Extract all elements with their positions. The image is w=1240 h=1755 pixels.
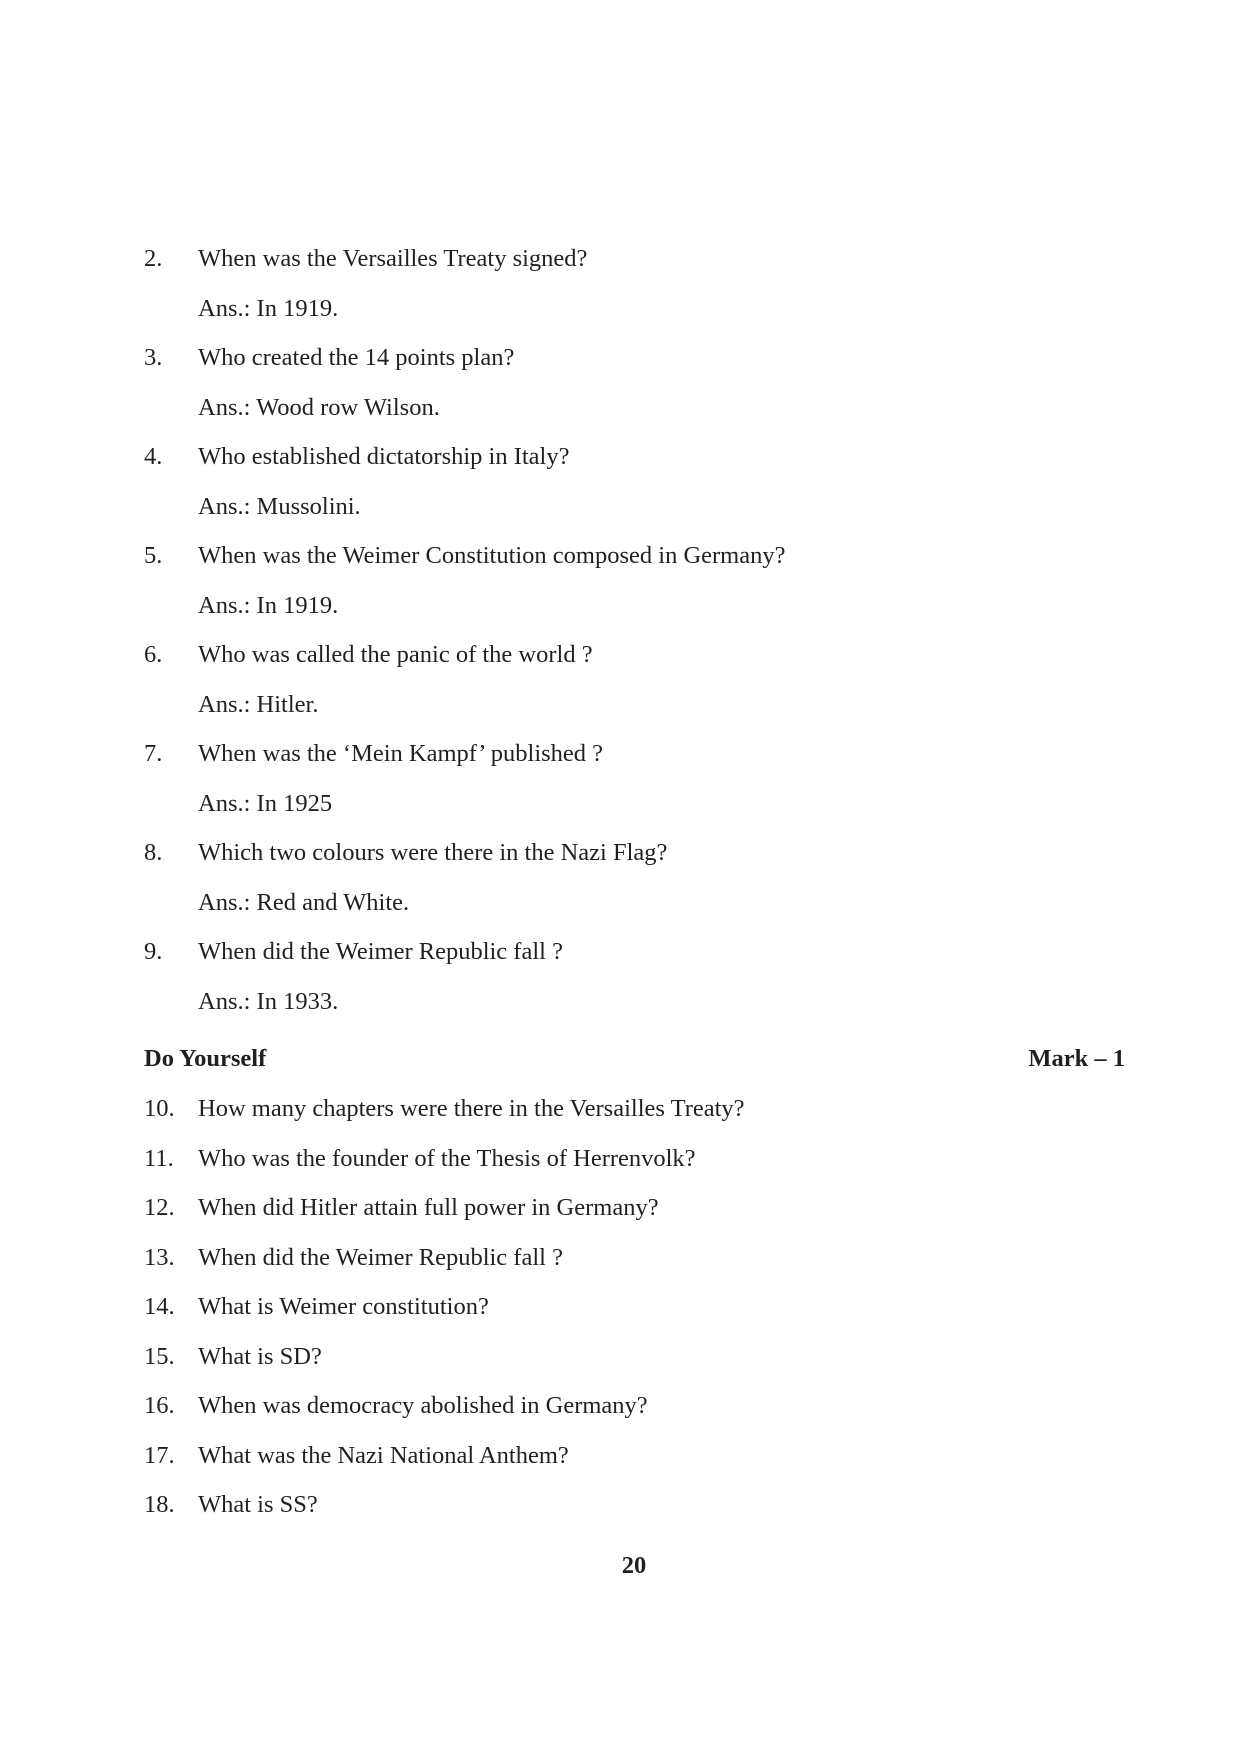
practice-question-row [144,1233,1124,1283]
question-number: 12. [144,1194,175,1221]
question-number: 5. [144,542,163,569]
question-row [144,432,1124,482]
practice-question-row [144,1431,1124,1481]
question-text: When did the Weimer Republic fall ? [198,938,563,965]
question-text: Who was the founder of the Thesis of Herrenvolk? [198,1144,696,1172]
practice-question-row [144,1134,1124,1184]
question-number: 6. [144,641,163,668]
practice-question-row [144,1381,1124,1431]
answer-text: Ans.: In 1933. [198,987,339,1015]
question-number: 13. [144,1243,175,1271]
page-number: 20 [621,1552,647,1579]
question-row [144,630,1124,680]
question-number: 18. [144,1491,175,1518]
practice-question-row [144,1183,1124,1233]
do-yourself-header [144,1034,1125,1084]
answer-row [144,779,1124,829]
question-number: 4. [144,443,163,470]
answered-questions-list [144,234,1124,1026]
question-number: 2. [144,245,163,272]
question-text: When did Hitler attain full power in Germany? [198,1194,659,1221]
question-text: When did the Weimer Republic fall ? [198,1243,563,1271]
question-row [144,333,1124,383]
question-text: How many chapters were there in the Versailles Treaty? [198,1095,745,1122]
question-number: 3. [144,344,163,371]
answer-text: Ans.: Red and White. [198,888,410,916]
question-row [144,234,1124,284]
question-text: What is SS? [198,1491,318,1518]
practice-question-row [144,1084,1124,1134]
question-row [144,927,1124,977]
answer-row [144,977,1124,1027]
question-text: What was the Nazi National Anthem? [198,1441,569,1469]
answer-row [144,680,1124,730]
question-number: 16. [144,1392,175,1419]
answer-row [144,383,1124,433]
section-heading: Do Yourself [144,1045,267,1072]
answer-row [144,581,1124,631]
answer-row [144,878,1124,928]
question-text: What is Weimer constitution? [198,1293,489,1320]
answer-row [144,284,1124,334]
question-text: When was the ‘Mein Kampf’ published ? [198,740,604,767]
question-number: 8. [144,839,163,866]
question-number: 7. [144,740,163,767]
question-number: 17. [144,1441,175,1469]
answer-text: Ans.: Mussolini. [198,492,361,520]
answer-text: Ans.: In 1925 [198,789,333,817]
marks-label: Mark – 1 [1028,1045,1125,1072]
practice-question-row [144,1480,1124,1530]
question-row [144,828,1124,878]
question-text: What is SD? [198,1342,322,1370]
question-text: Who established dictatorship in Italy? [198,443,570,470]
answer-row [144,482,1124,532]
question-row [144,531,1124,581]
question-row [144,729,1124,779]
question-number: 10. [144,1095,175,1122]
question-text: Who was called the panic of the world ? [198,641,593,668]
question-text: Which two colours were there in the Nazi Flag? [198,839,668,866]
answer-text: Ans.: Hitler. [198,690,319,718]
practice-question-row [144,1282,1124,1332]
question-text: When was the Weimer Constitution composed in Germany? [198,542,786,569]
question-text: When was democracy abolished in Germany? [198,1392,648,1419]
question-number: 14. [144,1293,175,1320]
question-number: 15. [144,1342,175,1370]
question-number: 11. [144,1144,174,1172]
question-number: 9. [144,938,163,965]
practice-question-row [144,1332,1124,1382]
question-text: When was the Versailles Treaty signed? [198,245,588,272]
answer-text: Ans.: In 1919. [198,294,339,322]
do-yourself-list [144,1084,1124,1530]
answer-text: Ans.: Wood row Wilson. [198,393,440,421]
question-text: Who created the 14 points plan? [198,344,515,371]
answer-text: Ans.: In 1919. [198,591,339,619]
